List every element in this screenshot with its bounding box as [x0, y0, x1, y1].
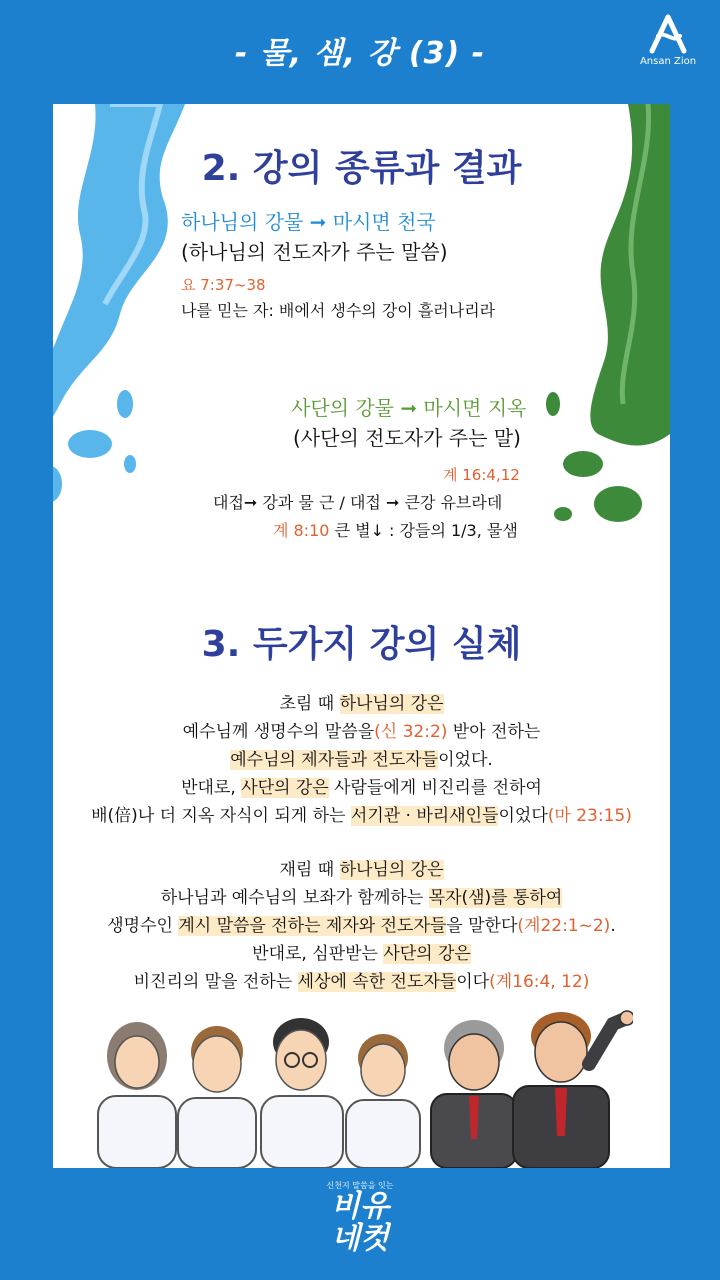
satan-reference-2: 계 8:10 [273, 521, 330, 540]
disciple-3-icon [261, 1018, 343, 1168]
first-coming-paragraph: 초림 때 하나님의 강은 예수님께 생명수의 말씀을(신 32:2) 받아 전하는 예수님의 제자들과 전도자들이었다. 반대로, 사단의 강은 사람들에게 비진리를 전하여 배(倍)나 더 지옥 자식이 되게 하는 서기관 · 바리새인들이었다(마 23:15) [91, 694, 632, 826]
second-coming-paragraph: 재림 때 하나님의 강은 하나님과 예수님의 보좌가 함께하는 목자(샘)를 통하여 생명수인 계시 말씀을 전하는 제자와 전도자들을 말한다(계22:1~2). 반대로, 심판받는 사단의 강은 비진리의 말을 전하는 세상에 속한 전도자들이다(계16:4, 12) [107, 860, 616, 992]
brand-tagline: 신천지 말씀을 잇는 [326, 1181, 394, 1190]
logo-text: Ansan Zion [639, 56, 697, 67]
god-reference: 요 7:37~38 [181, 276, 266, 294]
satan-river-subtitle: (사단의 전도자가 주는 말) [293, 426, 521, 450]
bottom-brand-logo [308, 1180, 412, 1255]
god-verse: 나를 믿는 자: 배에서 생수의 강이 흘러나리라 [181, 301, 496, 320]
brand-line-2: 네컷 [331, 1221, 389, 1256]
ansan-zion-logo [632, 14, 704, 67]
satan-line-2-text: 큰 별↓ : 강들의 1/3, 물샘 [329, 521, 518, 540]
scribe-2-icon [513, 1011, 633, 1168]
page-title: - 물, 샘, 강 (3) - [234, 36, 486, 71]
satan-line-2 [273, 518, 518, 541]
section3-heading: 3. 두가지 강의 실체 [201, 624, 522, 665]
satan-river-line: 사단의 강물 ➞ 마시면 지옥 [291, 396, 527, 420]
satan-line-1: 대접➞ 강과 물 근 / 대접 ➞ 큰강 유브라데 [213, 493, 503, 512]
god-river-subtitle: (하나님의 전도자가 주는 말씀) [181, 240, 448, 264]
disciple-4-icon [346, 1034, 420, 1168]
content-card [53, 104, 670, 1168]
section2-heading: 2. 강의 종류과 결과 [201, 148, 522, 189]
people-illustration [93, 1004, 633, 1168]
brand-line-1: 비유 [331, 1189, 389, 1224]
god-river-line: 하나님의 강물 ➞ 마시면 천국 [181, 210, 436, 234]
disciple-2-icon [178, 1026, 256, 1168]
satan-reference-1: 계 16:4,12 [443, 466, 520, 484]
scribe-1-icon [431, 1020, 517, 1168]
zion-logo-icon [646, 14, 690, 54]
disciple-1-icon [98, 1022, 176, 1168]
